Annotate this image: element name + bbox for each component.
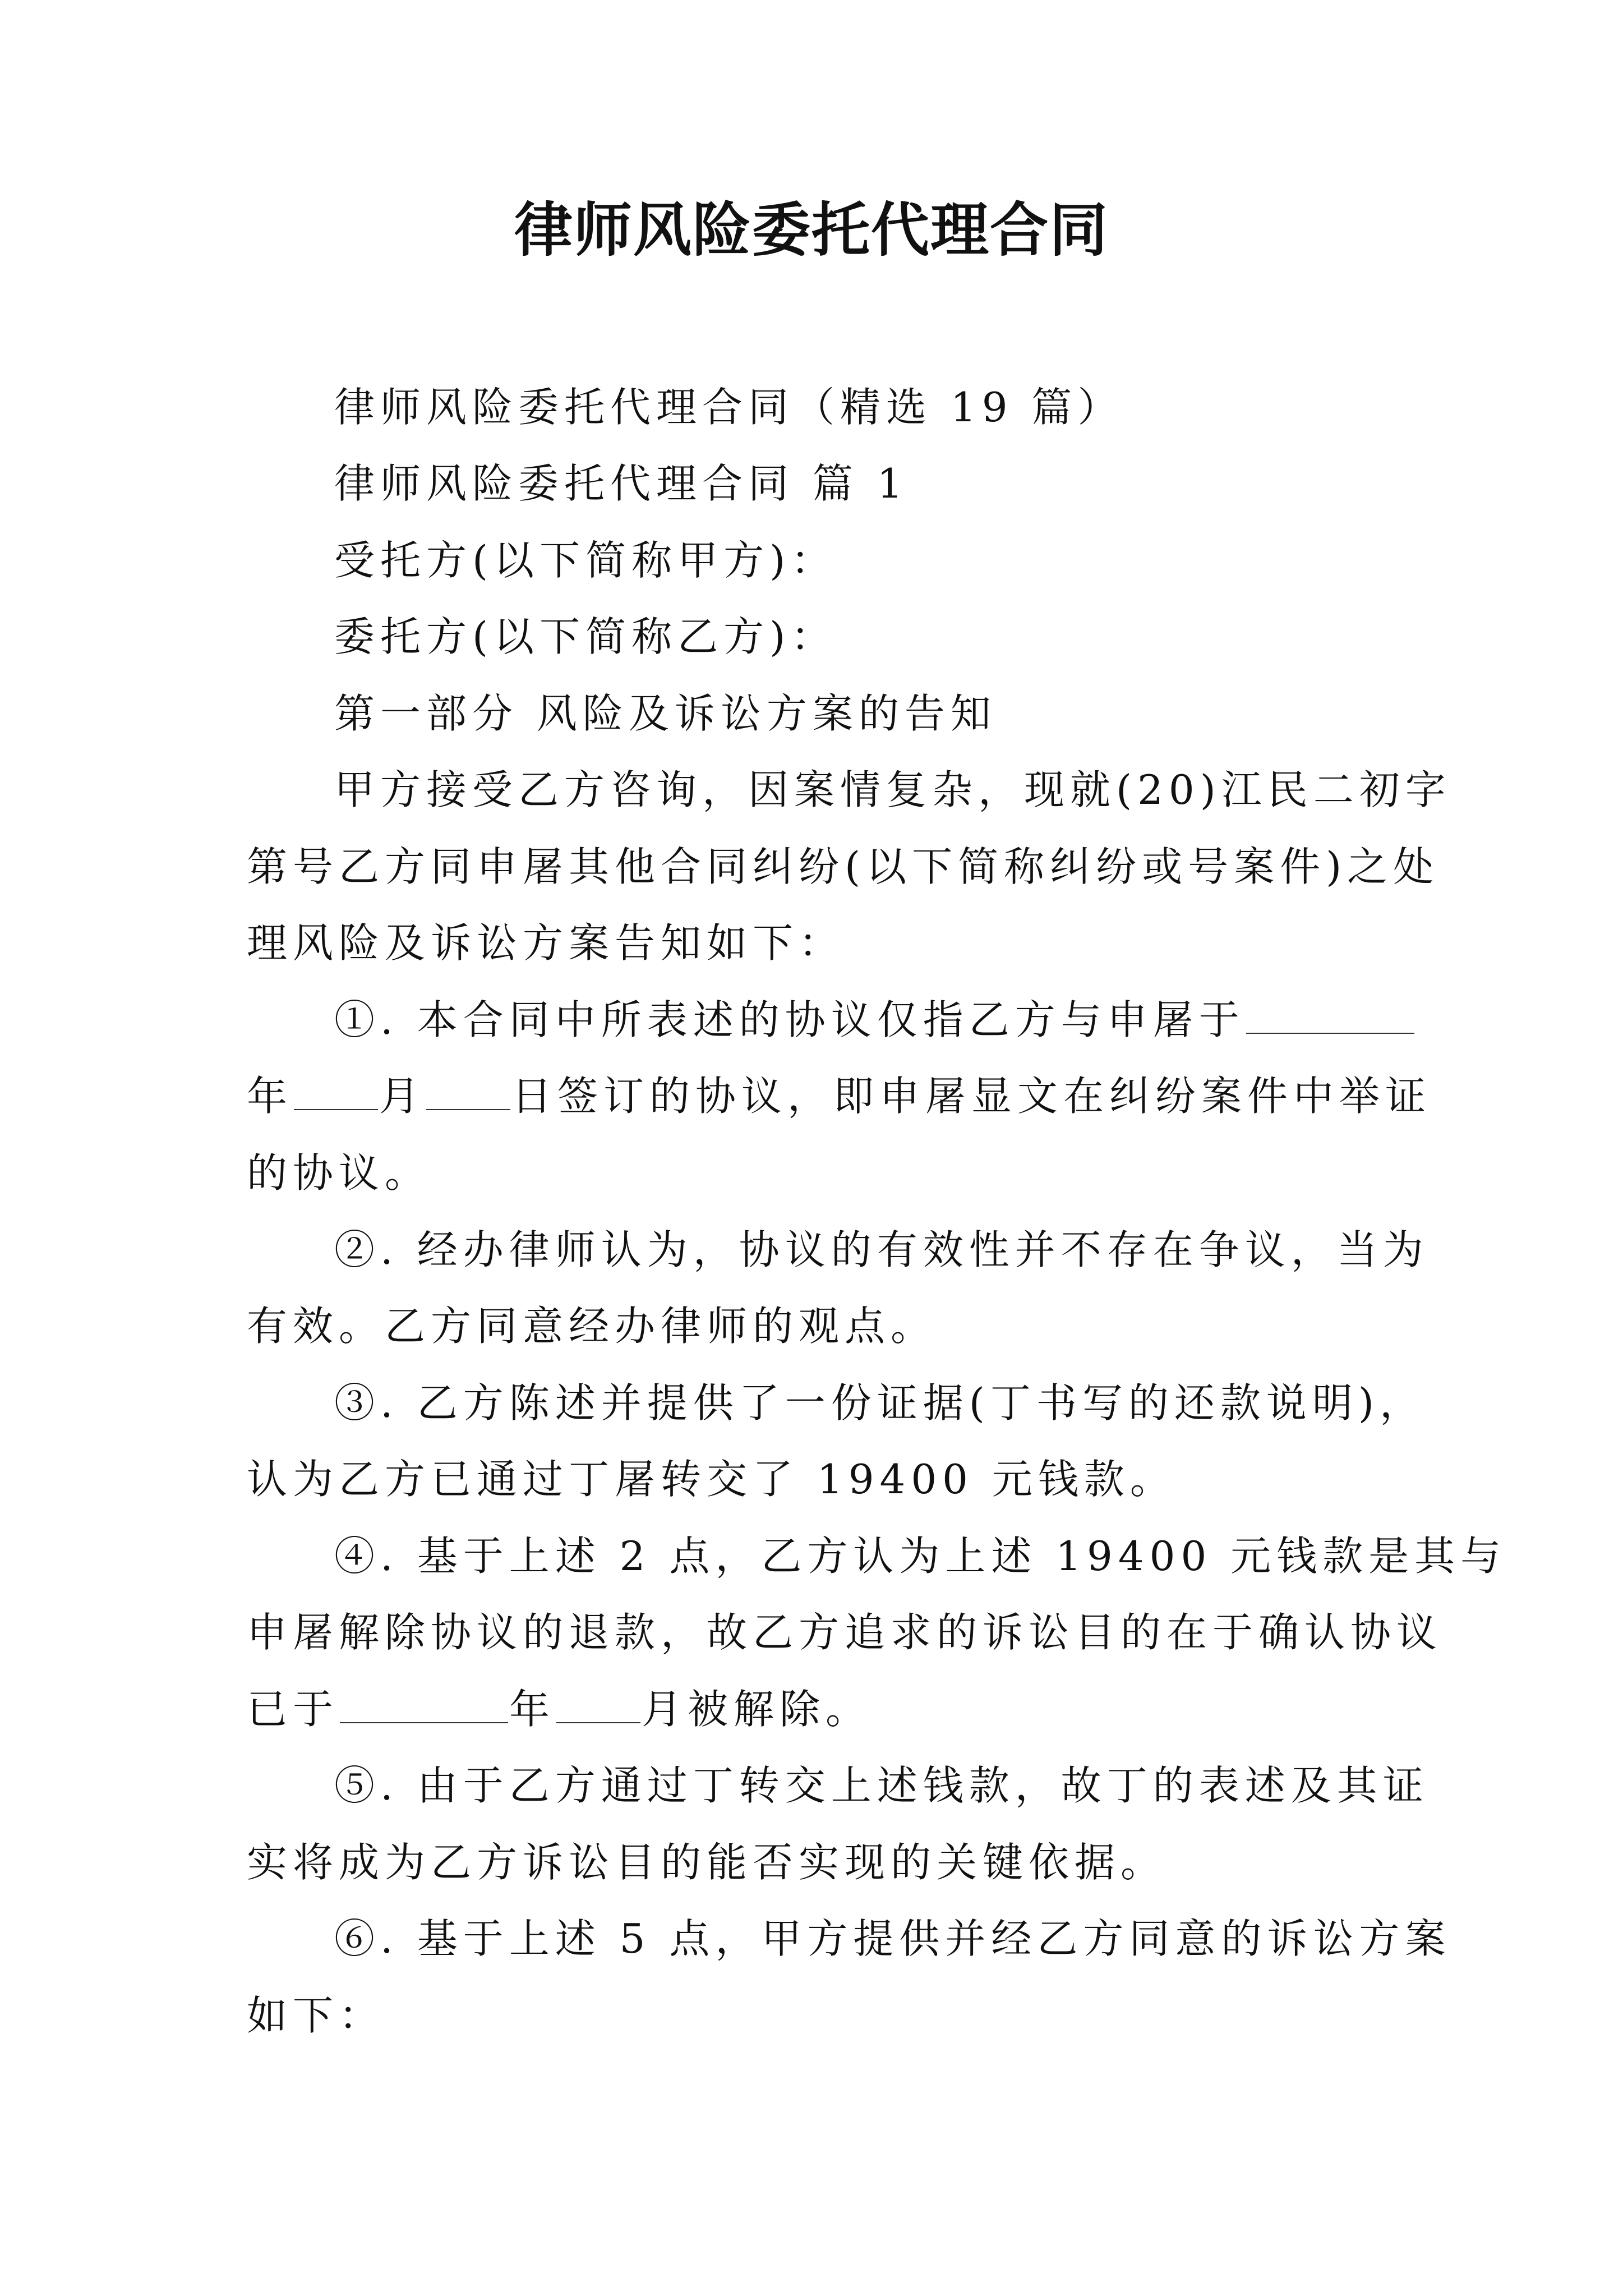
item-6-line-1: ⑥. 基于上述 5 点，甲方提供并经乙方同意的诉讼方案	[334, 1915, 1451, 1962]
year-blank	[1246, 993, 1414, 1034]
item-3-line-2: 认为乙方已通过丁屠转交了 19400 元钱款。	[247, 1456, 1176, 1503]
item-2-line-1: ②. 经办律师认为，协议的有效性并不存在争议，当为	[334, 1226, 1429, 1273]
document-title: 律师风险委托代理合同	[514, 196, 1109, 264]
item-1-line-3: 的协议。	[247, 1149, 431, 1197]
month-blank	[556, 1683, 640, 1723]
party-b-line: 委托方(以下简称乙方)：	[334, 613, 837, 660]
item-1-line-1	[334, 993, 1415, 1047]
intro-line-1: 甲方接受乙方咨询，因案情复杂，现就(20)江民二初字	[334, 766, 1451, 813]
item-5-line-2: 实将成为乙方诉讼目的能否实现的关键依据。	[247, 1839, 1167, 1886]
item-4-line-1: ④. 基于上述 2 点，乙方认为上述 19400 元钱款是其与	[334, 1533, 1507, 1580]
item-1-line-2: 年 月 日签订的协议，即申屠显文在纠纷案件中举证	[247, 1069, 1431, 1123]
month-blank	[294, 1070, 378, 1110]
item-4-line-2: 申屠解除协议的退款，故乙方追求的诉讼目的在于确认协议	[247, 1609, 1443, 1656]
item-2-line-2: 有效。乙方同意经办律师的观点。	[247, 1303, 937, 1350]
item-5-line-1: ⑤. 由于乙方通过丁转交上述钱款，故丁的表述及其证	[334, 1762, 1429, 1809]
party-a-line: 受托方(以下简称甲方)：	[334, 537, 837, 584]
section-heading: 律师风险委托代理合同 篇 1	[334, 460, 909, 507]
subtitle-line: 律师风险委托代理合同（精选 19 篇）	[334, 384, 1124, 431]
day-blank	[426, 1070, 510, 1110]
item-1-text: ①. 本合同中所表述的协议仅指乙方与申屠于	[334, 996, 1245, 1043]
part-one-heading: 第一部分 风险及诉讼方案的告知	[334, 690, 997, 737]
year-blank	[340, 1683, 508, 1723]
item-3-line-1: ③. 乙方陈述并提供了一份证据(丁书写的还款说明)，	[334, 1379, 1426, 1427]
item-6-line-2: 如下：	[247, 1992, 385, 2039]
intro-line-2: 第号乙方同申屠其他合同纠纷(以下简称纠纷或号案件)之处	[247, 843, 1440, 890]
intro-line-3: 理风险及诉讼方案告知如下：	[247, 919, 845, 967]
item-4-line-3: 已于 年 月被解除。	[247, 1682, 872, 1736]
